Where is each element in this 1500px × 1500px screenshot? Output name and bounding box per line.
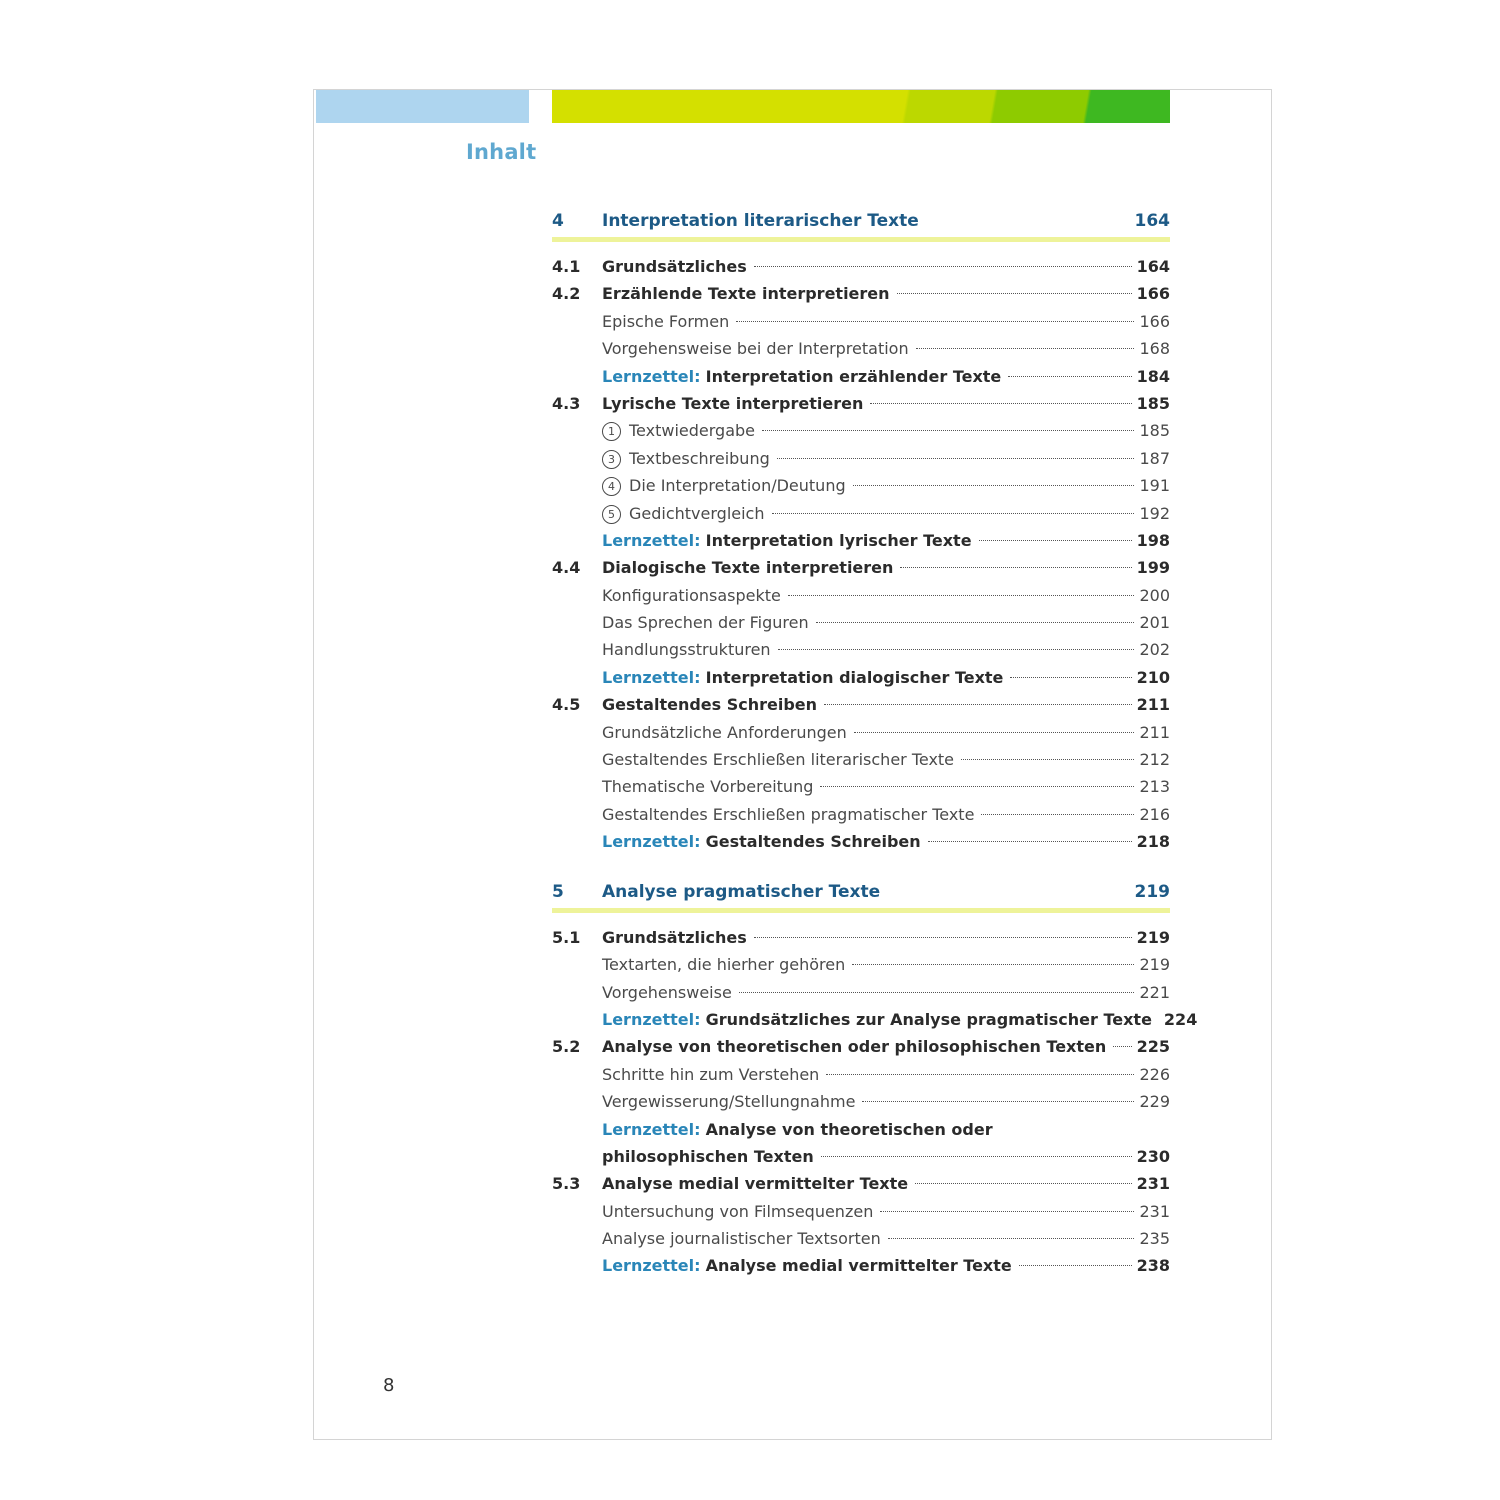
toc-entry[interactable] — [552, 664, 1170, 691]
toc-entry[interactable] — [552, 1252, 1170, 1279]
page-number: 8 — [383, 1375, 395, 1396]
leader-dots — [853, 485, 1135, 486]
leader-dots — [816, 622, 1135, 623]
leader-dots — [854, 732, 1135, 733]
chapter-page: 219 — [1134, 882, 1170, 902]
header-bar-green — [552, 90, 1170, 123]
entry-page: 218 — [1136, 832, 1170, 851]
entry-title: Gestaltendes Schreiben — [705, 832, 921, 851]
entry-page: 199 — [1136, 558, 1170, 577]
entry-page: 184 — [1136, 367, 1170, 386]
toc-entry[interactable] — [552, 1198, 1170, 1225]
page-heading: Inhalt — [466, 140, 537, 164]
toc-entry[interactable] — [552, 719, 1170, 746]
entry-page: 216 — [1139, 805, 1170, 824]
entry-page: 201 — [1139, 613, 1170, 632]
leader-dots — [778, 649, 1135, 650]
entry-title: Textarten, die hierher gehören — [602, 955, 846, 974]
entry-title: Gedichtvergleich — [629, 504, 765, 523]
entry-page: 213 — [1139, 777, 1170, 796]
entry-page: 229 — [1139, 1092, 1170, 1111]
entry-title-continued: philosophischen Texten — [602, 1147, 814, 1166]
toc-entry[interactable] — [552, 253, 1170, 280]
section-number: 4.1 — [552, 257, 581, 276]
entry-page: 238 — [1136, 1256, 1170, 1275]
toc-entry[interactable] — [552, 979, 1170, 1006]
leader-dots — [1008, 376, 1131, 377]
chapter-number: 4 — [552, 211, 564, 231]
entry-title: Analyse von theoretischen oder — [705, 1120, 993, 1139]
section-number: 5.3 — [552, 1174, 581, 1193]
leader-dots — [762, 430, 1134, 431]
leader-dots — [916, 348, 1135, 349]
lernzettel-label: Lernzettel: — [602, 832, 701, 851]
toc-entry[interactable] — [552, 280, 1170, 307]
entry-page: 191 — [1139, 476, 1170, 495]
circled-number-icon: 4 — [602, 477, 621, 496]
toc-entry[interactable] — [552, 1006, 1198, 1033]
leader-dots — [754, 937, 1132, 938]
entry-page: 235 — [1139, 1229, 1170, 1248]
toc-entry[interactable] — [552, 773, 1170, 800]
section-number: 5.2 — [552, 1037, 581, 1056]
entry-page: 192 — [1139, 504, 1170, 523]
toc-entry[interactable] — [552, 951, 1170, 978]
entry-title: Interpretation dialogischer Texte — [705, 668, 1004, 687]
entry-page: 166 — [1139, 312, 1170, 331]
entry-page: 185 — [1139, 421, 1170, 440]
entry-page: 231 — [1136, 1174, 1170, 1193]
leader-dots — [897, 293, 1132, 294]
entry-page: 219 — [1139, 955, 1170, 974]
entry-title: Analyse journalistischer Textsorten — [602, 1229, 881, 1248]
section-number: 4.5 — [552, 695, 581, 714]
toc-entry[interactable] — [552, 1116, 1170, 1143]
leader-dots — [888, 1238, 1135, 1239]
leader-dots — [821, 1156, 1132, 1157]
entry-title: Die Interpretation/Deutung — [629, 476, 846, 495]
entry-title: Gestaltendes Erschließen literarischer Texte — [602, 750, 955, 769]
entry-title: Schritte hin zum Verstehen — [602, 1065, 820, 1084]
section-number: 5.1 — [552, 928, 581, 947]
lernzettel-label: Lernzettel: — [602, 1256, 701, 1275]
toc-entry[interactable] — [552, 1170, 1170, 1197]
toc-entry[interactable] — [552, 828, 1170, 855]
toc-entry[interactable] — [552, 554, 1170, 581]
chapter-heading[interactable] — [552, 874, 1170, 913]
toc-entry[interactable] — [552, 1088, 1170, 1115]
chapter-title: Interpretation literarischer Texte — [602, 211, 919, 231]
toc-entry[interactable] — [552, 308, 1170, 335]
toc-entry[interactable] — [552, 924, 1170, 951]
leader-dots — [852, 964, 1134, 965]
leader-dots — [880, 1211, 1134, 1212]
toc-entry[interactable] — [552, 363, 1170, 390]
toc-entry[interactable] — [552, 1033, 1170, 1060]
chapter-title: Analyse pragmatischer Texte — [602, 882, 881, 902]
toc-entry[interactable] — [552, 1225, 1170, 1252]
section-number: 4.4 — [552, 558, 581, 577]
toc-entry[interactable] — [552, 801, 1170, 828]
leader-dots — [777, 458, 1135, 459]
header-bar-blue — [316, 90, 529, 123]
entry-title: Dialogische Texte interpretieren — [602, 558, 894, 577]
entry-page: 224 — [1163, 1010, 1198, 1029]
toc-entry[interactable] — [552, 335, 1170, 362]
entry-title: Vorgehensweise bei der Interpretation — [602, 339, 909, 358]
circled-number-icon: 5 — [602, 505, 621, 524]
leader-dots — [772, 513, 1135, 514]
chapter-page: 164 — [1134, 211, 1170, 231]
entry-title: Lyrische Texte interpretieren — [602, 394, 864, 413]
toc-entry[interactable] — [552, 609, 1170, 636]
section-number: 4.2 — [552, 284, 581, 303]
toc-entry-continuation[interactable] — [552, 1143, 1170, 1170]
entry-page: 226 — [1139, 1065, 1170, 1084]
lernzettel-label: Lernzettel: — [602, 367, 701, 386]
leader-dots — [826, 1074, 1134, 1075]
entry-page: 211 — [1136, 695, 1170, 714]
entry-title: Interpretation erzählender Texte — [705, 367, 1002, 386]
entry-title: Grundsätzliches zur Analyse pragmatischer Texte — [705, 1010, 1152, 1029]
chapter-number: 5 — [552, 882, 564, 902]
toc-entry[interactable] — [552, 636, 1170, 663]
entry-page: 211 — [1139, 723, 1170, 742]
leader-dots — [979, 540, 1132, 541]
entry-title: Vorgehensweise — [602, 983, 732, 1002]
lernzettel-label: Lernzettel: — [602, 1120, 701, 1139]
entry-title: Analyse von theoretischen oder philosophischen Texten — [602, 1037, 1107, 1056]
lernzettel-label: Lernzettel: — [602, 1010, 701, 1029]
leader-dots — [736, 321, 1134, 322]
entry-title: Thematische Vorbereitung — [602, 777, 814, 796]
lernzettel-label: Lernzettel: — [602, 531, 701, 550]
toc-entry[interactable] — [552, 472, 1170, 499]
entry-title: Handlungsstrukturen — [602, 640, 771, 659]
leader-dots — [900, 567, 1131, 568]
entry-title: Analyse medial vermittelter Texte — [602, 1174, 909, 1193]
leader-dots — [1019, 1265, 1132, 1266]
circled-number-icon: 1 — [602, 422, 621, 441]
leader-dots — [870, 403, 1131, 404]
leader-dots — [754, 266, 1132, 267]
toc-entry[interactable] — [552, 582, 1170, 609]
entry-title: Konfigurationsaspekte — [602, 586, 781, 605]
toc-entry[interactable] — [552, 746, 1170, 773]
entry-title: Interpretation lyrischer Texte — [705, 531, 972, 550]
leader-dots — [915, 1183, 1131, 1184]
entry-title: Erzählende Texte interpretieren — [602, 284, 890, 303]
leader-dots — [981, 814, 1134, 815]
entry-page: 202 — [1139, 640, 1170, 659]
entry-page: 219 — [1136, 928, 1170, 947]
entry-title: Analyse medial vermittelter Texte — [705, 1256, 1012, 1275]
entry-page: 210 — [1136, 668, 1170, 687]
section-number: 4.3 — [552, 394, 581, 413]
toc-entry[interactable] — [552, 417, 1170, 444]
entry-page: 230 — [1136, 1147, 1170, 1166]
leader-dots — [739, 992, 1135, 993]
leader-dots — [788, 595, 1135, 596]
entry-page: 187 — [1139, 449, 1170, 468]
toc-entry[interactable] — [552, 500, 1170, 527]
leader-dots — [961, 759, 1134, 760]
entry-title: Vergewisserung/Stellungnahme — [602, 1092, 856, 1111]
toc-entry[interactable] — [552, 1061, 1170, 1088]
entry-title: Textwiedergabe — [629, 421, 755, 440]
entry-title: Epische Formen — [602, 312, 730, 331]
circled-number-icon: 3 — [602, 450, 621, 469]
toc-entry[interactable] — [552, 527, 1170, 554]
entry-page: 198 — [1136, 531, 1170, 550]
toc-entry[interactable] — [552, 691, 1170, 718]
entry-title: Grundsätzliches — [602, 257, 747, 276]
leader-dots — [928, 841, 1132, 842]
leader-dots — [1010, 677, 1131, 678]
toc-entry[interactable] — [552, 445, 1170, 472]
entry-page: 200 — [1139, 586, 1170, 605]
entry-title: Gestaltendes Schreiben — [602, 695, 818, 714]
leader-dots — [1113, 1046, 1131, 1047]
entry-page: 231 — [1139, 1202, 1170, 1221]
leader-dots — [820, 786, 1134, 787]
leader-dots — [862, 1101, 1134, 1102]
chapter-heading[interactable] — [552, 203, 1170, 242]
entry-page: 221 — [1139, 983, 1170, 1002]
entry-title: Textbeschreibung — [629, 449, 770, 468]
entry-title: Grundsätzliches — [602, 928, 747, 947]
entry-title: Grundsätzliche Anforderungen — [602, 723, 847, 742]
entry-page: 185 — [1136, 394, 1170, 413]
entry-page: 166 — [1136, 284, 1170, 303]
entry-page: 225 — [1136, 1037, 1170, 1056]
entry-title: Das Sprechen der Figuren — [602, 613, 809, 632]
entry-page: 168 — [1139, 339, 1170, 358]
lernzettel-label: Lernzettel: — [602, 668, 701, 687]
entry-title: Untersuchung von Filmsequenzen — [602, 1202, 874, 1221]
toc-entry[interactable] — [552, 390, 1170, 417]
entry-title: Gestaltendes Erschließen pragmatischer Texte — [602, 805, 975, 824]
entry-page: 212 — [1139, 750, 1170, 769]
leader-dots — [824, 704, 1132, 705]
entry-page: 164 — [1136, 257, 1170, 276]
